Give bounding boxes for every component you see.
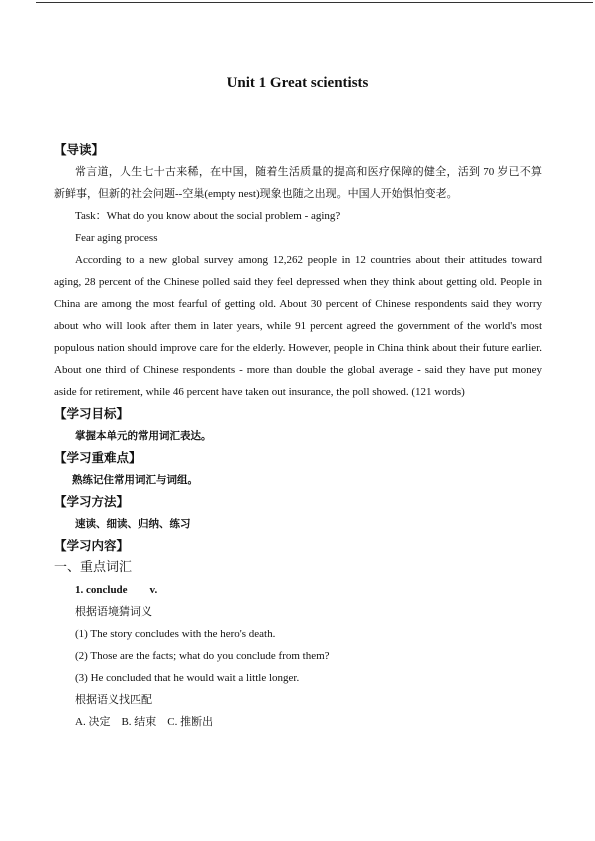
section-vocabulary: 一、重点词汇: [54, 560, 133, 575]
answer-options: A. 决定 B. 结束 C. 推断出: [75, 716, 214, 728]
section-heading-methods: 【学习方法】: [54, 494, 130, 509]
example-sentence: (2) Those are the facts; what do you conclude from them?: [75, 650, 330, 662]
section-heading-key-points: 【学习重难点】: [54, 450, 142, 465]
methods-text: 速读、细读、归纳、练习: [75, 518, 191, 530]
article-paragraph: According to a new global survey among 12,262 people in 12 countries about their attitudes toward aging, 28 percent of the Chinese polled said they feel depressed when they think about getting old. People in China are among the most fearful of getting old. About 30 percent of Chinese respondents said they worry about who will look after them in later years, while 91 percent agreed the government of the world's most populous nation should improve care for the elderly. However, people in China think about their future earlier. About one third of Chinese respondents - more than double the global average - said they have put money aside for retirement, while 46 percent have taken out insurance, the poll showed. (121 words): [54, 254, 542, 398]
match-meaning-label: 根据语义找匹配: [75, 694, 152, 706]
header-rule: [36, 2, 593, 3]
document-body: [54, 139, 542, 733]
section-heading-goals: 【学习目标】: [54, 406, 130, 421]
intro-paragraph: 常言道，人生七十古来稀，在中国，随着生活质量的提高和医疗保障的健全，活到 70 岁已不算新鲜事，但新的社会问题--空巢(empty nest)现象也随之出现。中国人开始惧怕变老。: [54, 166, 542, 200]
example-sentence: (1) The story concludes with the hero's death.: [75, 628, 276, 640]
guess-meaning-label: 根据语境猜词义: [75, 606, 152, 618]
section-heading-content: 【学习内容】: [54, 538, 130, 553]
key-points-text: 熟练记住常用词汇与词组。: [72, 474, 198, 486]
task-line: Task：What do you know about the social problem - aging?: [75, 210, 341, 222]
section-heading-daodu: 【导读】: [54, 142, 105, 157]
example-sentence: (3) He concluded that he would wait a little longer.: [75, 672, 300, 684]
vocab-word-conclude: 1. conclude v.: [75, 584, 158, 596]
document-title: Unit 1 Great scientists: [226, 75, 369, 91]
article-title: Fear aging process: [75, 232, 158, 244]
goals-text: 掌握本单元的常用词汇表达。: [75, 430, 212, 442]
